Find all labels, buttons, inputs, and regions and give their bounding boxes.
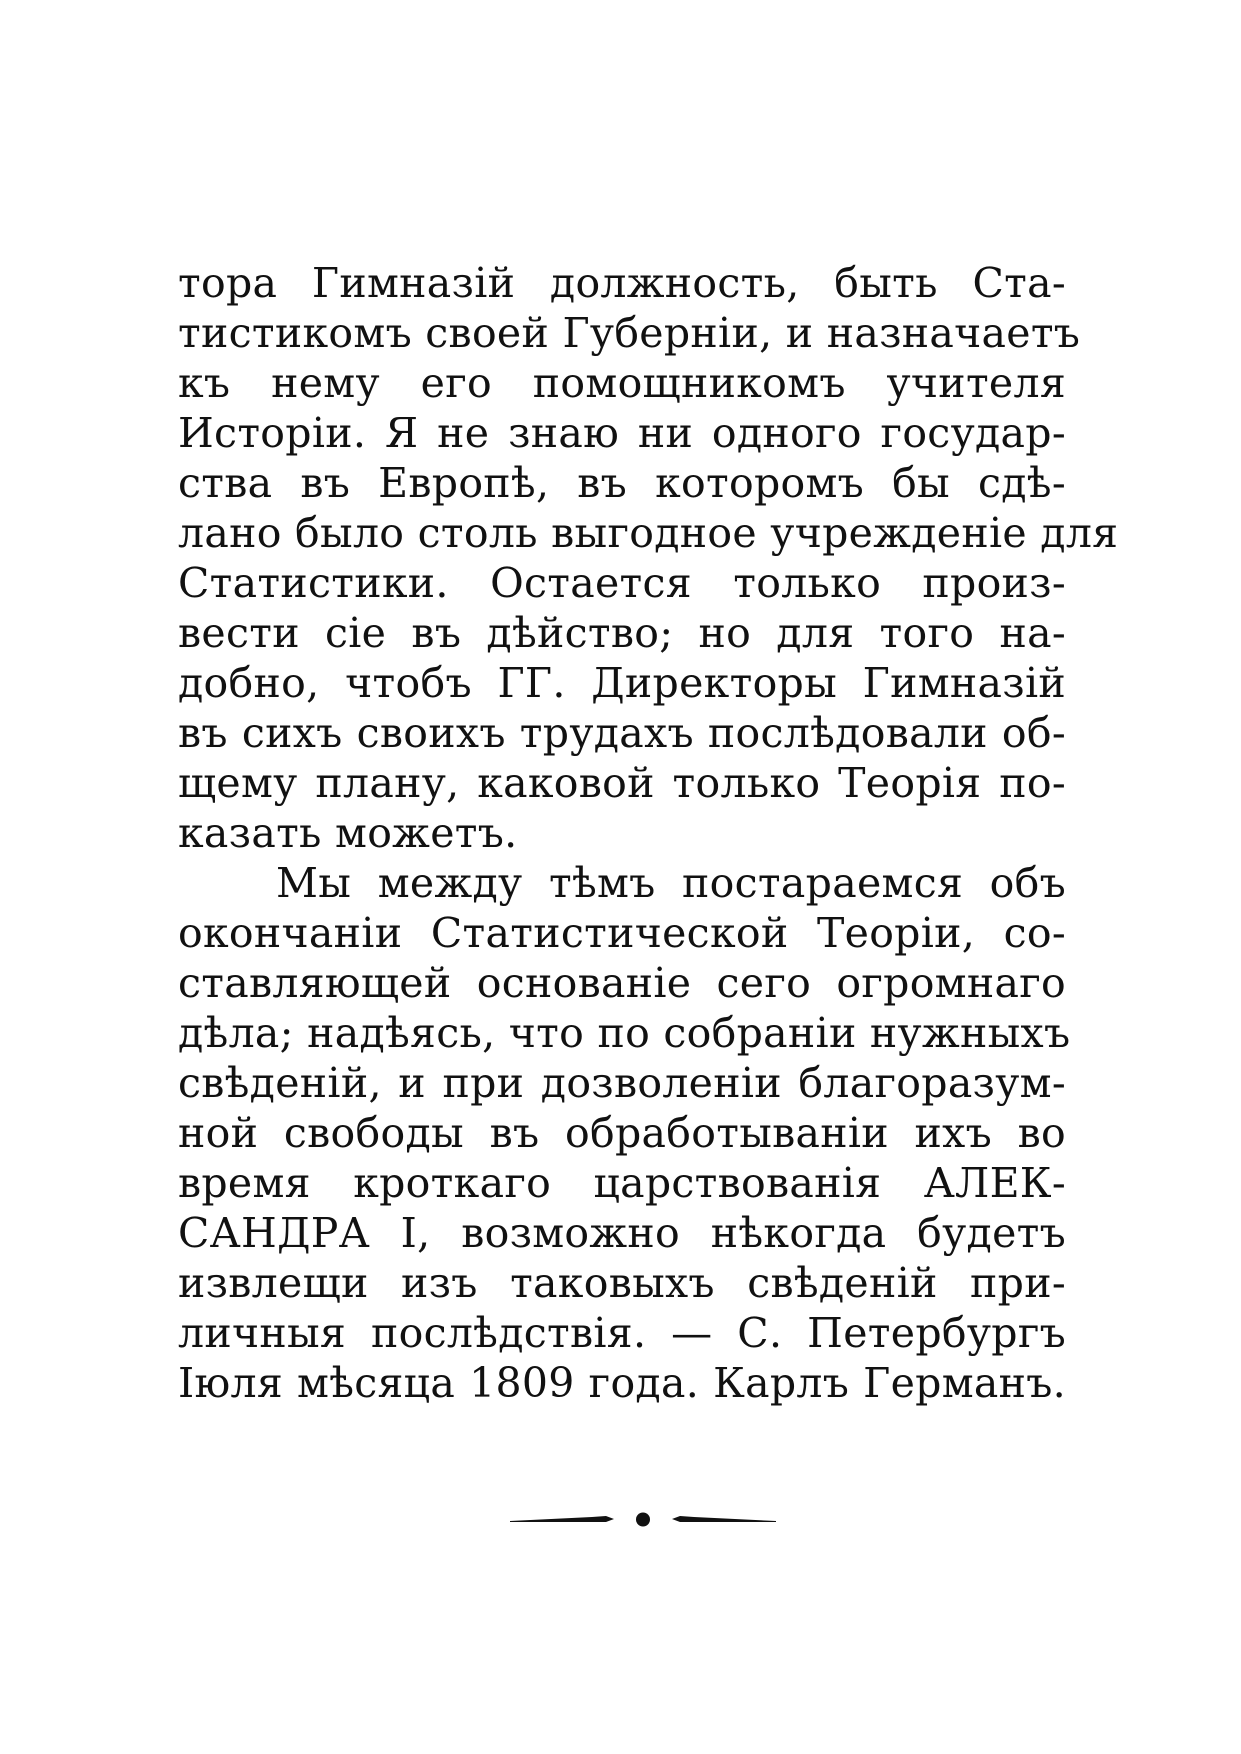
paragraph-1 — [178, 258, 1119, 858]
text-line: щему плану, каковой только Теорія по- — [178, 759, 1066, 807]
text-line: ной свободы въ обработываніи ихъ во — [178, 1109, 1066, 1157]
text-line: казать можетъ. — [178, 809, 518, 857]
text-line: Статистики. Остается только произ- — [178, 559, 1066, 607]
text-line: свѣденій, и при дозволеніи благоразум- — [178, 1059, 1066, 1107]
body-text — [178, 258, 1119, 1408]
text-line: къ нему его помощникомъ учителя — [178, 359, 1066, 407]
text-line: добно, чтобъ ГГ. Директоры Гимназій — [178, 659, 1066, 707]
text-line: окончаніи Статистической Теоріи, со- — [178, 909, 1066, 957]
text-line: лано было столь выгодное учрежденіе для — [178, 509, 1119, 557]
text-line: въ сихъ своихъ трудахъ послѣдовали об- — [178, 709, 1066, 757]
text-line: тора Гимназій должность, быть Ста- — [178, 259, 1066, 307]
text-line: ства въ Европѣ, въ которомъ бы сдѣ- — [178, 459, 1066, 507]
text-line: Іюля мѣсяца 1809 года. Карлъ Германъ. — [178, 1359, 1066, 1407]
decorative-rule-icon — [508, 1506, 778, 1532]
text-line: Исторіи. Я не знаю ни одного государ- — [178, 409, 1066, 457]
text-line: вести сіе въ дѣйство; но для того на- — [178, 609, 1066, 657]
text-line: личныя послѣдствія. — С. Петербургъ — [178, 1309, 1066, 1357]
text-line: ставляющей основаніе сего огромнаго — [178, 959, 1066, 1007]
text-line: тистикомъ своей Губерніи, и назначаетъ — [178, 309, 1081, 357]
paragraph-2 — [178, 858, 1071, 1408]
text-line: Мы между тѣмъ постараемся объ — [276, 859, 1066, 907]
text-line: время кроткаго царствованія АЛЕК- — [178, 1159, 1066, 1207]
text-line: дѣла; надѣясь, что по собраніи нужныхъ — [178, 1009, 1071, 1057]
text-line: извлещи изъ таковыхъ свѣденій при- — [178, 1259, 1066, 1307]
text-line: САНДРА I, возможно нѣкогда будетъ — [178, 1209, 1066, 1257]
